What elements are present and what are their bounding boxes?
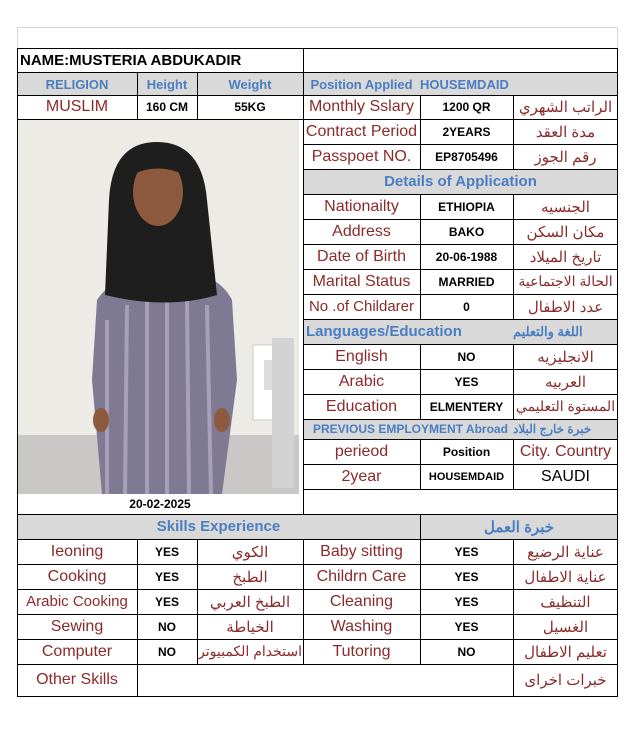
skills-title-ar: خبرة العمل (483, 518, 555, 536)
table-gridline (17, 95, 303, 96)
language-label: Education (325, 397, 398, 415)
details-label: Marital Status (312, 272, 411, 290)
table-gridline (137, 72, 138, 119)
table-gridline (617, 48, 618, 697)
skill-left-value: YES (154, 544, 179, 559)
table-gridline (303, 464, 618, 465)
details-label: Nationailty (324, 197, 399, 215)
weight-label: Weight (228, 76, 272, 92)
details-arabic: عدد الاطفال (527, 298, 604, 316)
employment-title: PREVIOUS EMPLOYMENT Abroad (313, 422, 508, 436)
details-value: ETHIOPIA (438, 199, 495, 214)
language-arabic: المستوة التعليمي (515, 398, 616, 414)
table-gridline (513, 439, 514, 489)
table-gridline (303, 119, 618, 120)
skill-left-value: NO (158, 619, 176, 634)
language-value: ELMENTERY (429, 399, 504, 414)
table-gridline (303, 269, 618, 270)
employment-position: HOUSEMDAID (428, 470, 505, 483)
skill-right-label: Cleaning (329, 592, 394, 610)
table-gridline (420, 194, 421, 319)
table-gridline (303, 194, 618, 195)
applicant-name: NAME:MUSTERIA ABDUKADIR (20, 51, 242, 69)
details-arabic: تاريخ الميلاد (529, 248, 602, 266)
table-gridline (303, 144, 618, 145)
language-value: NO (457, 349, 476, 364)
table-gridline (17, 119, 303, 120)
skill-left-label: Sewing (50, 617, 104, 635)
table-gridline (303, 369, 618, 370)
skill-right-arabic: عناية الاطفال (524, 568, 607, 586)
employment-country: SAUDI (541, 467, 590, 485)
details-arabic: الحالة الاجتماعية (518, 273, 613, 289)
skill-right-label: Tutoring (332, 642, 391, 660)
table-gridline (303, 72, 618, 73)
table-gridline (513, 344, 514, 419)
table-gridline (137, 664, 138, 696)
skill-left-value: YES (154, 569, 179, 584)
table-gridline (303, 294, 618, 295)
sheet-gridline (617, 27, 618, 48)
table-gridline (513, 539, 514, 664)
language-label: Arabic (338, 372, 385, 390)
contract-label: Contract Period (305, 122, 418, 140)
employment-header-position: Position (442, 444, 491, 459)
table-gridline (303, 394, 618, 395)
employment-header-period: perieod (334, 442, 389, 460)
position-applied-value: HOUSEMDAID (420, 76, 509, 92)
skill-right-arabic: تعليم الاطفال (524, 643, 607, 661)
table-gridline (420, 439, 421, 489)
table-gridline (303, 344, 618, 345)
table-gridline (17, 72, 303, 73)
details-value: 0 (463, 299, 470, 314)
table-gridline (17, 48, 618, 49)
table-gridline (17, 48, 18, 697)
skill-right-arabic: الغسيل (542, 618, 589, 636)
table-gridline (137, 539, 138, 664)
skill-right-label: Childrn Care (316, 567, 407, 585)
religion-value: MUSLIM (45, 98, 109, 115)
skill-left-arabic: الخياطة (226, 618, 274, 636)
table-gridline (420, 514, 421, 539)
other-skills-label: Other Skills (36, 671, 118, 688)
languages-title: Languages/Education (306, 323, 462, 340)
contract-label: Monthly Sslary (309, 98, 414, 115)
contract-value: 2YEARS (442, 124, 491, 139)
language-arabic: الانجليزيه (537, 348, 594, 366)
applicant-photo (17, 120, 299, 494)
table-gridline (17, 664, 618, 665)
table-gridline (303, 489, 618, 490)
table-gridline (513, 664, 514, 696)
table-gridline (303, 219, 618, 220)
sheet-gridline (17, 27, 18, 48)
employment-header-country: City. Country (519, 442, 612, 460)
details-label: Date of Birth (317, 247, 406, 265)
table-gridline (420, 344, 421, 419)
table-gridline (17, 614, 618, 615)
table-gridline (17, 589, 618, 590)
employment-title-ar: خبرة خارج البلاد (513, 422, 592, 436)
table-gridline (17, 514, 618, 515)
skill-right-value: NO (457, 644, 476, 659)
skill-left-label: Computer (41, 642, 113, 660)
contract-value: 1200 QR (442, 100, 491, 114)
details-arabic: مكان السكن (526, 223, 605, 241)
details-value: BAKO (448, 224, 485, 239)
table-gridline (17, 639, 618, 640)
details-title: Details of Application (384, 173, 537, 190)
skill-left-label: Arabic Cooking (26, 593, 128, 610)
table-gridline (303, 244, 618, 245)
sheet-gridline (17, 27, 618, 28)
contract-arabic: الراتب الشهري (518, 99, 613, 116)
height-label: Height (146, 76, 188, 92)
details-label: No .of Childarer (308, 298, 415, 315)
language-value: YES (454, 374, 479, 389)
contract-value: EP8705496 (435, 149, 498, 164)
skill-right-value: YES (454, 544, 479, 559)
table-gridline (303, 539, 304, 664)
table-gridline (197, 72, 198, 119)
height-value: 160 CM (145, 100, 189, 114)
details-label: Address (332, 222, 391, 240)
table-gridline (303, 48, 304, 514)
skills-title: Skills Experience (156, 518, 281, 535)
table-gridline (17, 539, 618, 540)
details-value: MARRIED (438, 274, 495, 289)
table-gridline (303, 169, 618, 170)
skill-left-value: NO (158, 644, 176, 659)
skill-right-value: YES (454, 594, 479, 609)
skill-right-arabic: عناية الرضيع (527, 543, 604, 561)
table-gridline (303, 439, 618, 440)
skill-left-arabic: الطبخ العربي (209, 593, 291, 611)
table-gridline (303, 319, 618, 320)
table-gridline (197, 539, 198, 664)
languages-title-ar: اللغة والتعليم (513, 323, 583, 339)
skill-left-label: Cooking (47, 567, 107, 585)
skill-left-arabic: الطبخ (232, 568, 268, 586)
language-arabic: العربيه (545, 373, 586, 391)
employment-period: 2year (341, 467, 382, 485)
table-gridline (420, 539, 421, 664)
contract-arabic: مدة العقد (535, 123, 596, 141)
skill-right-label: Washing (330, 617, 393, 635)
skill-left-arabic: استخدام الكمبيوتر (198, 643, 302, 659)
table-gridline (513, 95, 514, 169)
skill-right-arabic: التنظيف (540, 593, 591, 611)
table-gridline (513, 194, 514, 319)
skill-left-label: Ieoning (50, 542, 104, 560)
photo-date: 20-02-2025 (129, 497, 191, 511)
religion-label: RELIGION (45, 76, 109, 92)
other-skills-arabic: خبرات اخراى (524, 672, 607, 689)
skill-left-arabic: الكوي (231, 543, 269, 561)
table-gridline (303, 419, 618, 420)
table-gridline (17, 696, 618, 697)
contract-label: Passpoet NO. (311, 147, 412, 165)
position-applied-label: Position Applied (310, 76, 413, 92)
details-arabic: الجنسيه (541, 198, 590, 216)
language-label: English (335, 347, 388, 365)
weight-value: 55KG (234, 100, 266, 114)
skill-left-value: YES (154, 594, 179, 609)
contract-arabic: رقم الجوز (534, 148, 597, 166)
table-gridline (420, 95, 421, 169)
skill-right-value: YES (454, 619, 479, 634)
details-value: 20-06-1988 (435, 249, 498, 264)
table-gridline (17, 564, 618, 565)
skill-right-value: YES (454, 569, 479, 584)
table-gridline (303, 95, 618, 96)
skill-right-label: Baby sitting (320, 542, 403, 560)
